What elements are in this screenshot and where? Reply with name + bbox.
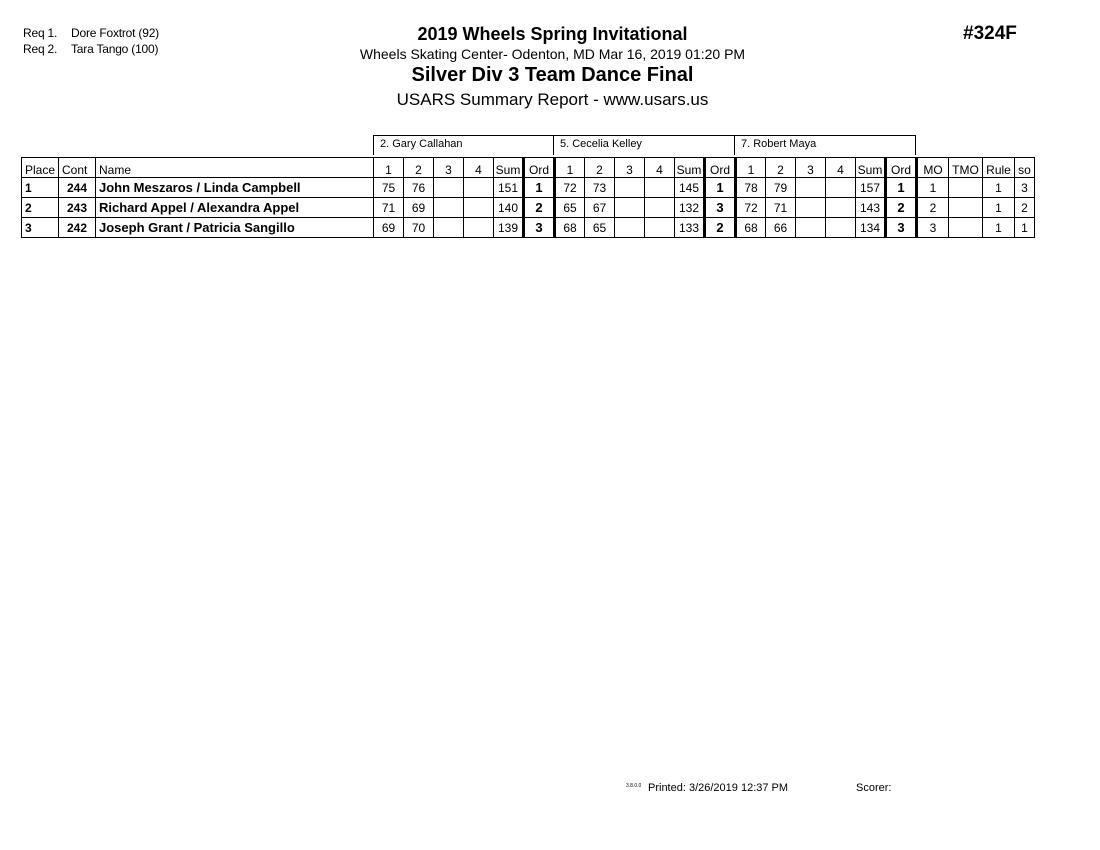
col-judge2-ord: Ord <box>705 158 736 178</box>
score-cell <box>615 198 645 218</box>
ord-cell: 1 <box>705 178 736 198</box>
sum-cell: 133 <box>675 218 705 238</box>
scorer-label: Scorer: <box>856 782 892 794</box>
col-judge3-3: 3 <box>796 158 826 178</box>
col-mo: MO <box>917 158 949 178</box>
score-cell <box>796 178 826 198</box>
score-cell <box>615 178 645 198</box>
place-cell: 2 <box>22 198 59 218</box>
score-cell: 65 <box>585 218 615 238</box>
ord-cell: 2 <box>524 198 555 218</box>
col-judge2-1: 1 <box>555 158 585 178</box>
event-title: Silver Div 3 Team Dance Final <box>411 64 694 86</box>
competition-title: 2019 Wheels Spring Invitational <box>417 24 688 44</box>
col-place: Place <box>22 158 59 178</box>
col-judge3-2: 2 <box>766 158 796 178</box>
col-judge2-4: 4 <box>645 158 675 178</box>
score-cell: 71 <box>766 198 796 218</box>
sum-cell: 140 <box>494 198 524 218</box>
score-cell: 69 <box>404 198 434 218</box>
event-number: #324F <box>963 23 1017 44</box>
col-judge1-ord: Ord <box>524 158 555 178</box>
col-rule: Rule <box>983 158 1015 178</box>
col-judge1-1: 1 <box>374 158 404 178</box>
score-cell: 70 <box>404 218 434 238</box>
col-judge1-sum: Sum <box>494 158 524 178</box>
col-judge1-4: 4 <box>464 158 494 178</box>
score-cell: 72 <box>736 198 766 218</box>
score-cell <box>434 198 464 218</box>
requirement-text: Dore Foxtrot (92) <box>71 26 159 40</box>
score-cell <box>434 218 464 238</box>
ord-cell: 2 <box>705 218 736 238</box>
rule-cell: 1 <box>983 218 1015 238</box>
col-tmo: TMO <box>949 158 983 178</box>
score-cell <box>826 178 856 198</box>
score-cell <box>826 198 856 218</box>
name-cell: John Meszaros / Linda Campbell <box>96 178 374 198</box>
judge-header-3: 7. Robert Maya <box>734 135 916 155</box>
table-row <box>22 198 1035 218</box>
col-judge3-4: 4 <box>826 158 856 178</box>
score-cell <box>826 218 856 238</box>
sum-cell: 134 <box>856 218 886 238</box>
tmo-cell <box>949 218 983 238</box>
rule-cell: 1 <box>983 178 1015 198</box>
ord-cell: 2 <box>886 198 917 218</box>
score-cell: 72 <box>555 178 585 198</box>
printed-timestamp: Printed: 3/26/2019 12:37 PM <box>648 782 789 794</box>
col-judge2-2: 2 <box>585 158 615 178</box>
score-cell: 76 <box>404 178 434 198</box>
sum-cell: 157 <box>856 178 886 198</box>
judge-header-1: 2. Gary Callahan <box>373 135 554 155</box>
requirement-2 <box>23 42 158 56</box>
score-cell: 65 <box>555 198 585 218</box>
judge-header-2: 5. Cecelia Kelley <box>553 135 735 155</box>
tmo-cell <box>949 198 983 218</box>
col-cont: Cont <box>59 158 96 178</box>
ord-cell: 3 <box>524 218 555 238</box>
score-cell: 73 <box>585 178 615 198</box>
col-name: Name <box>96 158 374 178</box>
mo-cell: 2 <box>917 198 949 218</box>
table-row <box>22 218 1035 238</box>
ord-cell: 3 <box>886 218 917 238</box>
score-cell <box>645 198 675 218</box>
col-judge1-3: 3 <box>434 158 464 178</box>
col-judge1-2: 2 <box>404 158 434 178</box>
col-judge3-ord: Ord <box>886 158 917 178</box>
col-judge2-3: 3 <box>615 158 645 178</box>
score-cell <box>796 218 826 238</box>
header-row <box>22 158 1035 178</box>
col-judge3-1: 1 <box>736 158 766 178</box>
score-cell: 71 <box>374 198 404 218</box>
so-cell: 1 <box>1015 218 1035 238</box>
score-cell: 75 <box>374 178 404 198</box>
ord-cell: 3 <box>705 198 736 218</box>
requirement-key: Req 2. <box>23 42 58 56</box>
software-version: 3.8.0.0 <box>626 783 642 789</box>
cont-cell: 244 <box>59 178 96 198</box>
score-cell: 78 <box>736 178 766 198</box>
score-cell <box>645 218 675 238</box>
venue-date: Wheels Skating Center- Odenton, MD Mar 16, 2019 01:20 PM <box>359 46 746 62</box>
score-cell <box>645 178 675 198</box>
score-cell <box>615 218 645 238</box>
score-cell <box>434 178 464 198</box>
report-title: USARS Summary Report - www.usars.us <box>396 90 709 109</box>
mo-cell: 3 <box>917 218 949 238</box>
sum-cell: 139 <box>494 218 524 238</box>
score-cell <box>464 178 494 198</box>
score-cell: 66 <box>766 218 796 238</box>
tmo-cell <box>949 178 983 198</box>
place-cell: 1 <box>22 178 59 198</box>
score-cell: 68 <box>736 218 766 238</box>
requirement-key: Req 1. <box>23 26 58 40</box>
so-cell: 3 <box>1015 178 1035 198</box>
col-so: so <box>1015 158 1035 178</box>
score-cell: 67 <box>585 198 615 218</box>
sum-cell: 143 <box>856 198 886 218</box>
score-cell: 79 <box>766 178 796 198</box>
place-cell: 3 <box>22 218 59 238</box>
ord-cell: 1 <box>886 178 917 198</box>
results-table <box>21 157 1035 238</box>
sum-cell: 151 <box>494 178 524 198</box>
name-cell: Joseph Grant / Patricia Sangillo <box>96 218 374 238</box>
sum-cell: 132 <box>675 198 705 218</box>
cont-cell: 243 <box>59 198 96 218</box>
ord-cell: 1 <box>524 178 555 198</box>
table-row <box>22 178 1035 198</box>
so-cell: 2 <box>1015 198 1035 218</box>
requirement-1 <box>23 26 159 40</box>
score-cell <box>464 218 494 238</box>
requirement-text: Tara Tango (100) <box>71 42 159 56</box>
score-cell: 68 <box>555 218 585 238</box>
name-cell: Richard Appel / Alexandra Appel <box>96 198 374 218</box>
score-cell: 69 <box>374 218 404 238</box>
score-cell <box>464 198 494 218</box>
sum-cell: 145 <box>675 178 705 198</box>
mo-cell: 1 <box>917 178 949 198</box>
col-judge2-sum: Sum <box>675 158 705 178</box>
cont-cell: 242 <box>59 218 96 238</box>
score-cell <box>796 198 826 218</box>
col-judge3-sum: Sum <box>856 158 886 178</box>
rule-cell: 1 <box>983 198 1015 218</box>
